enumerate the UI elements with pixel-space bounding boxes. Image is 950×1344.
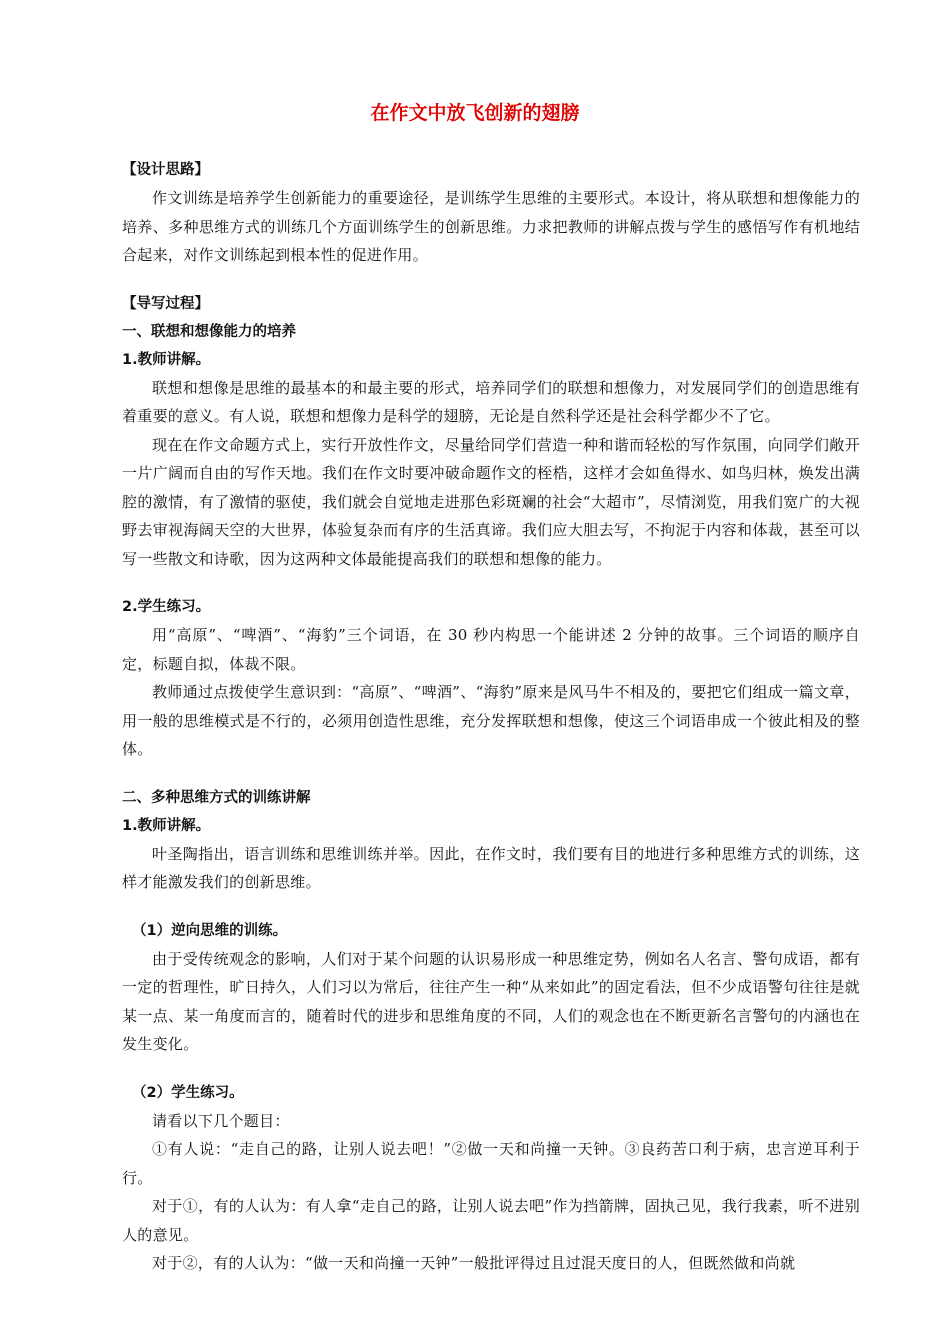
section-2-paragraph: 对于②，有的人认为：“做一天和尚撞一天钟”一般批评得过且过混天度日的人，但既然做和尚就: [152, 1254, 796, 1272]
section-2-paragraph: 对于①，有的人认为：有人拿“走自己的路，让别人说去吧”作为挡箭牌，固执己见，我行我素，听不进别人的意见。: [122, 1197, 860, 1244]
section-2-teacher-heading: 1.教师讲解。: [122, 817, 211, 834]
design-paragraph: 作文训练是培养学生创新能力的重要途径，是训练学生思维的主要形式。本设计，将从联想和想像能力的培养、多种思维方式的训练几个方面训练学生的创新思维。力求把教师的讲解点拨与学生的感悟写作有机地结合起来，对作文训练起到根本性的促进作用。: [122, 189, 860, 264]
section-1-teacher-heading: 1.教师讲解。: [122, 351, 211, 368]
section-1-paragraph: 用“高原”、“啤酒”、“海豹”三个词语，在 30 秒内构思一个能讲述 2 分钟的故事。三个词语的顺序自定，标题自拟，体裁不限。: [122, 626, 860, 673]
section-1-heading: 一、联想和想像能力的培养: [122, 323, 296, 340]
section-1-paragraph: 联想和想像是思维的最基本的和最主要的形式，培养同学们的联想和想像力，对发展同学们的创造思维有着重要的意义。有人说，联想和想像力是科学的翅膀，无论是自然科学还是社会科学都少不了它。: [122, 378, 860, 425]
design-heading: 【设计思路】: [122, 162, 209, 178]
reverse-thinking-heading: （1）逆向思维的训练。: [132, 922, 288, 939]
document-title: 在作文中放飞创新的翅膀: [370, 102, 580, 124]
section-1-paragraph: 现在在作文命题方式上，实行开放性作文，尽量给同学们营造一种和谐而轻松的写作氛围，向同学们敞开一片广阔而自由的写作天地。我们在作文时要冲破命题作文的桎梏，这样才会如鱼得水、如鸟归林，焕发出满腔的激情，有了激情的驱使，我们就会自觉地走进那色彩斑斓的社会“大超市”，尽情浏览，用我们宽广的大视野去审视海阔天空的大世界，体验复杂而有序的生活真谛。我们应大胆去写，不拘泥于内容和体裁，甚至可以写一些散文和诗歌，因为这两种文体最能提高我们的联想和想像的能力。: [122, 435, 860, 568]
section-1-student-heading: 2.学生练习。: [122, 599, 211, 615]
section-2-heading: 二、多种思维方式的训练讲解: [122, 789, 311, 806]
section-2-paragraph: 由于受传统观念的影响，人们对于某个问题的认识易形成一种思维定势，例如名人名言、警句成语，都有一定的哲理性，旷日持久，人们习以为常后，往往产生一种“从来如此”的固定看法，但不少成语警句往往是就某一点、某一角度而言的，随着时代的进步和思维角度的不同，人们的观念也在不断更新名言警句的内涵也在发生变化。: [122, 949, 860, 1053]
section-2-paragraph: ①有人说：“走自己的路，让别人说去吧！”②做一天和尚撞一天钟。③良药苦口利于病，忠言逆耳利于行。: [122, 1140, 860, 1187]
document-body: [122, 156, 860, 1278]
guide-heading: 【导写过程】: [122, 295, 209, 312]
section-2-paragraph: 请看以下几个题目：: [152, 1111, 290, 1130]
section-2-paragraph: 叶圣陶指出，语言训练和思维训练并举。因此，在作文时，我们要有目的地进行多种思维方式的训练，这样才能激发我们的创新思维。: [122, 844, 860, 891]
section-1-paragraph: 教师通过点拨使学生意识到：“高原”、“啤酒”、“海豹”原来是风马牛不相及的，要把它们组成一篇文章，用一般的思维模式是不行的，必须用创造性思维，充分发挥联想和想像，使这三个词语串成一个彼此相及的整体。: [122, 683, 860, 758]
practice-heading: （2）学生练习。: [132, 1084, 244, 1101]
